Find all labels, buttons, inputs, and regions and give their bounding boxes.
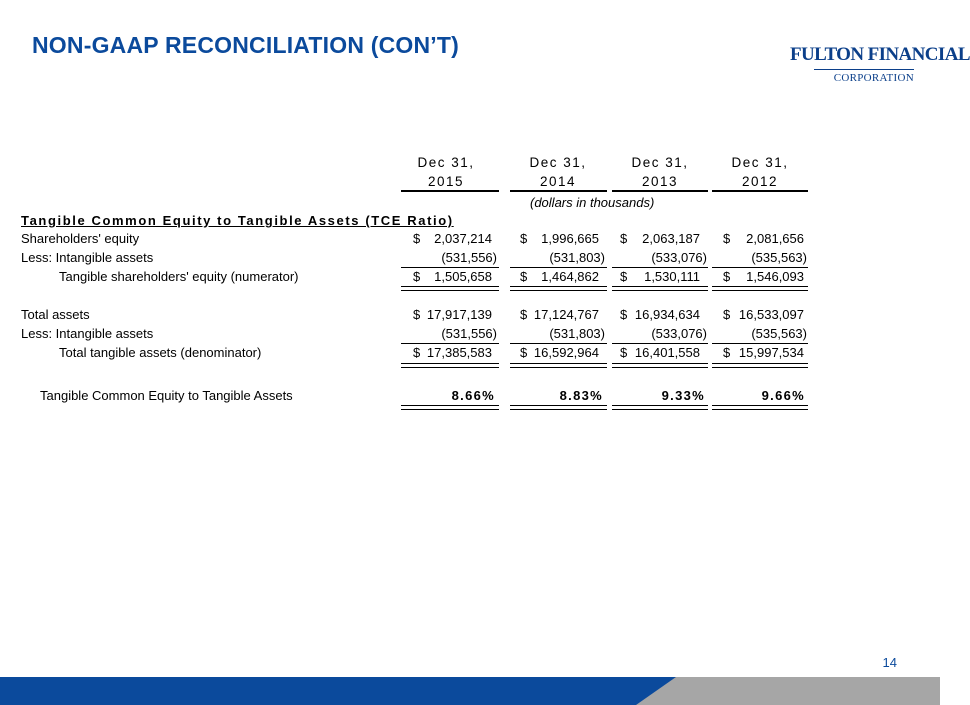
page-number: 14 (882, 655, 897, 670)
total-double-rule (712, 363, 808, 368)
logo-divider (814, 69, 914, 70)
total-double-rule (401, 363, 499, 368)
total-double-rule (612, 286, 708, 291)
row-value: (535,563) (751, 250, 807, 265)
row-value: (533,076) (651, 250, 707, 265)
row-value: 16,592,964 (533, 345, 599, 360)
logo-subtitle: CORPORATION (833, 72, 914, 84)
footer-bar (0, 677, 940, 705)
total-double-rule (510, 363, 607, 368)
subtotal-rule (712, 343, 808, 344)
row-value: 16,401,558 (634, 345, 700, 360)
col-header-line2: 2012 (741, 174, 779, 189)
col-header-line1: Dec 31, (417, 155, 475, 170)
dollar-sign: $ (620, 307, 628, 322)
dollar-sign: $ (620, 345, 628, 360)
row-value: (531,556) (441, 326, 497, 341)
row-value: 17,917,139 (426, 307, 492, 322)
row-value: (531,803) (549, 250, 605, 265)
row-label: Total assets (21, 307, 90, 322)
row-value: 17,385,583 (426, 345, 492, 360)
row-label: Total tangible assets (denominator) (59, 345, 262, 360)
total-double-rule (401, 405, 499, 410)
dollar-sign: $ (723, 307, 731, 322)
dollar-sign: $ (413, 307, 421, 322)
row-value: 1,996,665 (541, 231, 599, 246)
subtotal-rule (712, 267, 808, 268)
dollar-sign: $ (520, 345, 528, 360)
ratio-value: 8.83% (559, 388, 603, 403)
row-value: 2,037,214 (434, 231, 492, 246)
total-double-rule (612, 405, 708, 410)
row-value: 1,464,862 (541, 269, 599, 284)
col-header-rule (401, 190, 499, 192)
dollar-sign: $ (520, 269, 528, 284)
dollar-sign: $ (620, 269, 628, 284)
col-header-line1: Dec 31, (731, 155, 789, 170)
subtotal-rule (612, 343, 708, 344)
row-value: (533,076) (651, 326, 707, 341)
subtotal-rule (510, 267, 607, 268)
dollar-sign: $ (723, 345, 731, 360)
total-double-rule (712, 405, 808, 410)
dollar-sign: $ (413, 345, 421, 360)
subtotal-rule (510, 343, 607, 344)
row-label: Tangible shareholders' equity (numerator) (59, 269, 299, 284)
logo-name: FULTON FINANCIAL (790, 44, 970, 65)
subtotal-rule (401, 343, 499, 344)
row-value: 16,533,097 (738, 307, 804, 322)
ratio-value: 9.66% (761, 388, 805, 403)
total-double-rule (510, 286, 607, 291)
dollar-sign: $ (620, 231, 628, 246)
slide-title: NON-GAAP RECONCILIATION (CON’T) (32, 32, 459, 58)
total-double-rule (510, 405, 607, 410)
col-header-line1: Dec 31, (529, 155, 587, 170)
subtotal-rule (612, 267, 708, 268)
row-value: 2,063,187 (642, 231, 700, 246)
dollar-sign: $ (723, 269, 731, 284)
dollar-sign: $ (413, 231, 421, 246)
col-header-line2: 2014 (539, 174, 577, 189)
col-header-line2: 2013 (641, 174, 679, 189)
units-note: (dollars in thousands) (530, 195, 655, 210)
row-value: (535,563) (751, 326, 807, 341)
total-double-rule (401, 286, 499, 291)
row-value: 15,997,534 (738, 345, 804, 360)
section-heading: Tangible Common Equity to Tangible Assets (TCE Ratio) (21, 213, 454, 228)
subtotal-rule (401, 267, 499, 268)
row-value: 1,546,093 (746, 269, 804, 284)
ratio-value: 8.66% (451, 388, 495, 403)
row-label: Less: Intangible assets (21, 250, 154, 265)
col-header-line1: Dec 31, (631, 155, 689, 170)
row-value: 2,081,656 (746, 231, 804, 246)
row-label: Shareholders' equity (21, 231, 140, 246)
row-label: Tangible Common Equity to Tangible Assets (40, 388, 293, 403)
row-value: 16,934,634 (634, 307, 700, 322)
col-header-line2: 2015 (427, 174, 465, 189)
row-value: (531,803) (549, 326, 605, 341)
total-double-rule (612, 363, 708, 368)
dollar-sign: $ (520, 307, 528, 322)
row-value: (531,556) (441, 250, 497, 265)
row-value: 1,530,111 (644, 269, 700, 284)
row-value: 17,124,767 (533, 307, 599, 322)
col-header-rule (712, 190, 808, 192)
total-double-rule (712, 286, 808, 291)
col-header-rule (510, 190, 607, 192)
dollar-sign: $ (413, 269, 421, 284)
dollar-sign: $ (723, 231, 731, 246)
dollar-sign: $ (520, 231, 528, 246)
ratio-value: 9.33% (661, 388, 705, 403)
col-header-rule (612, 190, 708, 192)
row-value: 1,505,658 (434, 269, 492, 284)
row-label: Less: Intangible assets (21, 326, 154, 341)
footer-blue-band (0, 677, 676, 705)
company-logo (790, 44, 970, 84)
